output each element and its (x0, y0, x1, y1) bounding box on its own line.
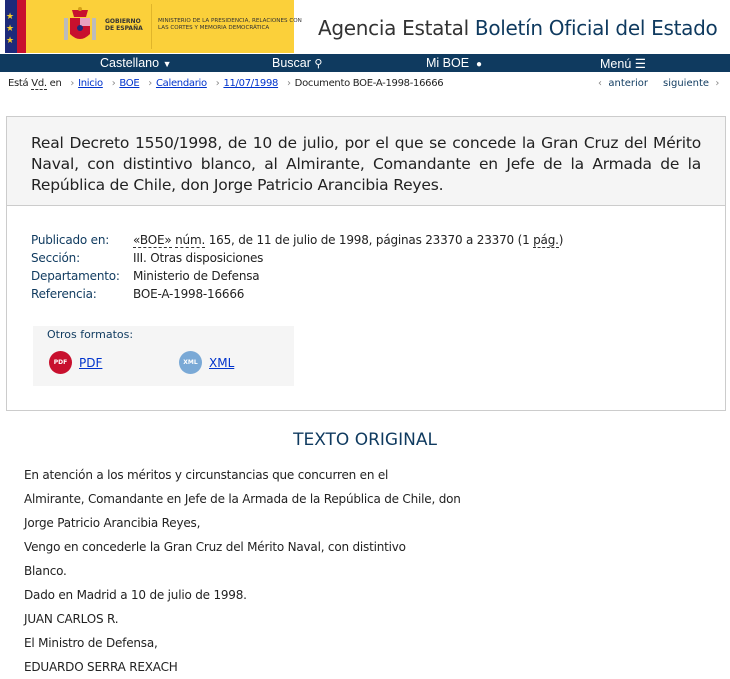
breadcrumb-en: en (49, 78, 62, 89)
search-icon: ⚲ (314, 58, 323, 70)
menu-button[interactable] (600, 56, 646, 71)
language-label: Castellano (100, 56, 160, 70)
paragraph: Vengo en concederle la Gran Cruz del Mérito Naval, con distintivo (24, 540, 406, 554)
paragraph: En atención a los méritos y circunstancias que concurren en el (24, 468, 389, 482)
published-pag: pág. (533, 233, 559, 247)
spain-flag-stripe (17, 0, 26, 53)
section-label: Sección: (31, 251, 80, 265)
document-box (6, 116, 726, 411)
xml-link[interactable]: XML (209, 356, 235, 370)
chevron-right-icon: › (715, 78, 720, 89)
chevron-right-icon: › (148, 78, 152, 89)
reference-value: BOE-A-1998-16666 (133, 287, 245, 301)
main-nav (0, 54, 730, 72)
department-value: Ministerio de Defensa (133, 269, 260, 283)
published-boe: «BOE» (133, 233, 172, 247)
gov-label: GOBIERNO DE ESPAÑA (105, 18, 143, 32)
pdf-link[interactable]: PDF (79, 356, 103, 370)
breadcrumb-calendario[interactable]: Calendario (155, 78, 207, 89)
breadcrumb-intro: Está (8, 78, 29, 89)
my-boe-button[interactable] (426, 56, 482, 70)
paragraph: JUAN CARLOS R. (24, 612, 119, 626)
breadcrumb-current: Documento BOE-A-1998-16666 (294, 78, 444, 89)
department-label: Departamento: (31, 269, 120, 283)
published-label: Publicado en: (31, 233, 110, 247)
paragraph: Dado en Madrid a 10 de julio de 1998. (24, 588, 247, 602)
published-num: núm. (175, 233, 206, 247)
paragraph: EDUARDO SERRA REXACH (24, 660, 178, 674)
section-value: III. Otras disposiciones (133, 251, 264, 265)
chevron-right-icon: › (111, 78, 116, 89)
chevron-left-icon: ‹ (598, 78, 602, 89)
my-boe-label: Mi BOE (426, 56, 470, 70)
divider (151, 4, 152, 49)
published-value: 165, de 11 de julio de 1998, páginas 23370 a 23370 (1 (208, 233, 530, 247)
coat-of-arms-icon (62, 6, 98, 46)
previous-link[interactable] (598, 78, 648, 89)
breadcrumb-boe[interactable]: BOE (119, 78, 140, 89)
chevron-right-icon: › (215, 78, 220, 89)
xml-icon[interactable]: XML (179, 351, 202, 374)
site-title-main: Boletín Oficial del Estado (474, 16, 718, 40)
other-formats (33, 326, 294, 386)
site-header (0, 0, 730, 53)
breadcrumb-date[interactable]: 11/07/1998 (223, 78, 279, 89)
star-icon: ★ (6, 12, 15, 22)
document-metadata (31, 231, 563, 303)
published-close: ) (558, 233, 564, 247)
document-title: Real Decreto 1550/1998, de 10 de julio, por el que se concede la Gran Cruz del Mérito Naval, con distintivo blanco, al Almirante, Comandante en Jefe de la Armada de la República de Chile, don Jorge Patricio Arancibia Reyes. (7, 117, 725, 206)
previous-label: anterior (608, 78, 649, 89)
next-link[interactable] (663, 78, 719, 89)
star-icon: ★ (6, 36, 15, 46)
site-title[interactable] (318, 16, 717, 40)
paragraph: Blanco. (24, 564, 67, 578)
other-formats-label: Otros formatos: (47, 328, 134, 341)
breadcrumb (8, 78, 443, 89)
search-label: Buscar (272, 56, 311, 70)
paragraph: El Ministro de Defensa, (24, 636, 158, 650)
menu-label: Menú (600, 57, 632, 71)
paragraph: Jorge Patricio Arancibia Reyes, (24, 516, 201, 530)
breadcrumb-abbr: Vd. (31, 78, 47, 89)
next-label: siguiente (663, 78, 710, 89)
chevron-right-icon: › (286, 78, 291, 89)
ministry-label: MINISTERIO DE LA PRESIDENCIA, RELACIONES CON LAS CORTES Y MEMORIA DEMOCRÁTICA (158, 18, 302, 31)
reference-label: Referencia: (31, 287, 97, 301)
chevron-right-icon: › (70, 78, 75, 89)
pdf-icon[interactable]: PDF (49, 351, 72, 374)
breadcrumb-inicio[interactable]: Inicio (78, 78, 103, 89)
star-icon: ★ (6, 24, 15, 34)
government-logo[interactable] (26, 0, 302, 53)
site-title-prefix: Agencia Estatal (318, 16, 469, 40)
caret-down-icon: ▼ (162, 59, 172, 69)
hamburger-icon: ☰ (634, 57, 646, 71)
language-selector[interactable] (100, 56, 171, 70)
section-heading: TEXTO ORIGINAL (293, 430, 437, 450)
search-button[interactable] (272, 56, 322, 70)
paragraph: Almirante, Comandante en Jefe de la Armada de la República de Chile, don (24, 492, 461, 506)
user-icon: ● (476, 59, 483, 70)
